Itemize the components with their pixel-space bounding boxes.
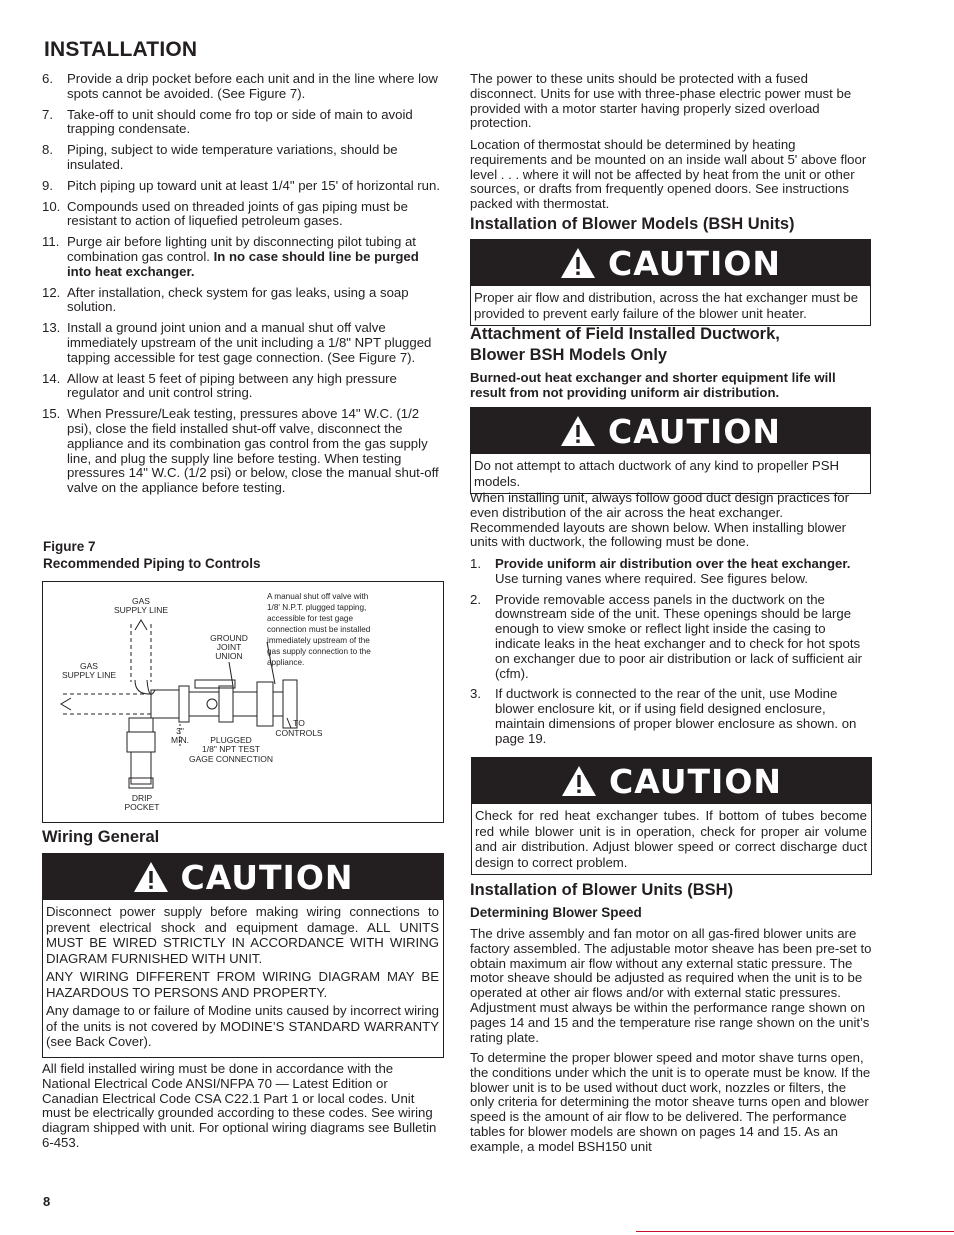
wiring-paragraph: All field installed wiring must be done in accordance with the National Electrical Code ANSI/NFPA 70 — Latest Edition or Canadian Electrical Code CSA C22.1 Part 1 or local codes. Unit must be electrically grounded according to these codes. See wiring diagram shipped with unit. For optional wiring diagrams see Bulletin 6-453. bbox=[42, 1061, 437, 1150]
min-label-2: MIN. bbox=[171, 735, 189, 745]
figure-caption bbox=[43, 539, 261, 572]
note-line-1: A manual shut off valve with bbox=[267, 592, 369, 601]
warning-icon bbox=[560, 247, 596, 279]
ductwork-heading bbox=[470, 324, 780, 366]
list-item: 6. Provide a drip pocket before each unit and in the line where low spots cannot be avoided. (See Figure 7). bbox=[42, 71, 438, 101]
to-controls-label-1: TO bbox=[293, 718, 305, 728]
caution-paragraph: ANY WIRING DIFFERENT FROM WIRING DIAGRAM MAY BE HAZARDOUS TO PERSONS AND PROPERTY. bbox=[46, 969, 439, 1000]
caution-band bbox=[471, 240, 870, 286]
list-item: 8. Piping, subject to wide temperature variations, should be insulated. bbox=[42, 142, 398, 172]
caution-band bbox=[43, 854, 443, 900]
power-paragraph: The power to these units should be protected with a fused disconnect. Units for use with three-phase electric power must be provided with a motor starter having properly sized overload protection. bbox=[470, 71, 852, 131]
ground-joint-label-3: UNION bbox=[215, 651, 243, 661]
plugged-label-3: GAGE CONNECTION bbox=[188, 754, 274, 764]
caution-box-tubes bbox=[471, 757, 872, 875]
installation-steps-list bbox=[42, 72, 444, 502]
to-controls-label-2: CONTROLS bbox=[275, 728, 323, 738]
caution-word: CAUTION bbox=[609, 761, 782, 801]
page-number: 8 bbox=[43, 1194, 51, 1209]
warning-icon bbox=[560, 415, 596, 447]
caution-paragraph: Any damage to or failure of Modine units caused by incorrect wiring of the units is not covered by MODINE’S STANDARD WARRANTY (see Back Cover). bbox=[46, 1003, 439, 1049]
ductwork-heading-line-1: Attachment of Field Installed Ductwork, bbox=[470, 325, 780, 343]
plugged-label-1: PLUGGED bbox=[210, 735, 252, 745]
list-item: 9. Pitch piping up toward unit at least 1/4" per 15' of horizontal run. bbox=[42, 177, 441, 193]
note-line-7: appliance. bbox=[267, 658, 305, 667]
figure-title: Recommended Piping to Controls bbox=[43, 556, 261, 571]
list-item: 2. Provide removable access panels in the ductwork on the downstream side of the unit. These openings should be large enough to view smoke or reflect light inside the casing to indicate leaks in the heat exchanger and to check for hot spots on exchanger due to poor air distribution or lack of sufficient air (cfm). bbox=[470, 591, 863, 681]
plugged-label-2: 1/8" NPT TEST bbox=[202, 744, 260, 754]
note-line-3: accessible for test gage bbox=[267, 614, 354, 623]
ductwork-warning: Burned-out heat exchanger and shorter equipment life will result from not providing uniform air distribution. bbox=[470, 370, 836, 400]
blower-units-heading: Installation of Blower Units (BSH) bbox=[470, 881, 734, 899]
caution-paragraph: Disconnect power supply before making wiring connections to prevent electrical shock and equipment damage. ALL UNITS MUST BE WIRED STRICTLY IN ACCORDANCE WITH WIRING DIAGRAM FURNISHED WITH UNIT. bbox=[46, 904, 439, 966]
note-line-2: 1/8' N.P.T. plugged tapping, bbox=[267, 603, 367, 612]
section-title: INSTALLATION bbox=[44, 38, 198, 61]
gas-supply-top-label-1: GAS bbox=[132, 596, 150, 606]
min-label-1: 3" bbox=[176, 726, 184, 736]
drip-pocket-label-2: POCKET bbox=[124, 802, 160, 812]
note-line-5: immediately upstream of the bbox=[267, 636, 370, 645]
warning-icon bbox=[561, 765, 597, 797]
ground-joint-label-1: GROUND bbox=[210, 633, 248, 643]
list-item: 1. Provide uniform air distribution over the heat exchanger. Use turning vanes where required. See figures below. bbox=[470, 556, 851, 586]
list-item: 7. Take-off to unit should come fro top or side of main to avoid trapping condensate. bbox=[42, 106, 413, 137]
footer-accent-line bbox=[636, 1231, 954, 1232]
ground-joint-label-2: JOINT bbox=[216, 642, 242, 652]
gas-supply-left-label-1: GAS bbox=[80, 661, 98, 671]
caution-body: Do not attempt to attach ductwork of any kind to propeller PSH models. bbox=[474, 458, 840, 489]
piping-figure bbox=[42, 581, 444, 823]
warning-icon bbox=[133, 861, 169, 893]
blower-speed-paragraph-2: To determine the proper blower speed and motor shave turns open, the conditions under which the unit is to operate must be know. If the blower unit is to be used without duct work, nozzles or filters, the only criteria for determining the motor sheave turns open and blower speed is the amount of air flow to be delivered. The performance tables for blower models are shown on pages 14 and 15. As an example, a model BSH150 unit bbox=[470, 1050, 871, 1154]
list-item: 15. When Pressure/Leak testing, pressures above 14" W.C. (1/2 psi), close the field installed shut-off valve, disconnect the appliance and its combination gas control from the gas supply line, and plug the supply line before testing. When testing pressures 14" W.C. (1/2 psi) or below, close the manual shut-off valve on the appliance before testing. bbox=[42, 406, 439, 496]
figure-label: Figure 7 bbox=[43, 539, 96, 554]
drip-pocket-label-1: DRIP bbox=[131, 793, 153, 803]
list-item: 14. Allow at least 5 feet of piping between any high pressure regulator and unit control string. bbox=[42, 370, 397, 401]
wiring-heading: Wiring General bbox=[42, 828, 160, 846]
note-line-6: gas supply connection to the bbox=[267, 647, 371, 656]
caution-body: Check for red heat exchanger tubes. If bottom of tubes become red while blower unit is in operation, check for proper air volume and air distribution. Adjust blower speed or correct discharge duct design to correct problem. bbox=[475, 808, 867, 870]
caution-word: CAUTION bbox=[180, 857, 354, 897]
piping-diagram bbox=[43, 582, 443, 822]
list-item: 11. Purge air before lighting unit by disconnecting pilot tubing at combination gas control. In no case should line be purged into heat exchanger. bbox=[42, 234, 419, 279]
caution-band bbox=[472, 758, 871, 804]
blower-speed-paragraph-1: The drive assembly and fan motor on all gas-fired blower units are factory assembled. The adjustable motor sheave has been pre-set to obtain maximum air flow without any external static pressure. The motor sheave should be adjusted as required when the unit is to be operated at other air flows and/or with external static pressures. Adjustment must always be within the performance range shown on pages 14 and 15 and the temperature rise range shown on the unit’s rating plate. bbox=[470, 926, 872, 1045]
caution-word: CAUTION bbox=[608, 411, 781, 451]
caution-box-wiring bbox=[42, 853, 444, 1058]
caution-box-ductwork bbox=[470, 407, 871, 494]
list-item: 12. After installation, check system for gas leaks, using a soap solution. bbox=[42, 284, 409, 315]
note-line-4: connection must be installed bbox=[267, 625, 371, 634]
thermostat-paragraph: Location of thermostat should be determined by heating requirements and be mounted on an inside wall about 5' above floor level . . . where it will not be affected by heat from the unit or other sources, or drafts from frequently opened doors. See instructions packed with thermostat. bbox=[470, 137, 867, 212]
caution-box-blower bbox=[470, 239, 871, 326]
caution-body: Proper air flow and distribution, across the hat exchanger must be provided to prevent early failure of the blower unit heater. bbox=[474, 290, 859, 321]
duct-steps-list bbox=[470, 557, 872, 753]
ductwork-heading-line-2: Blower BSH Models Only bbox=[470, 346, 668, 364]
list-item: 3. If ductwork is connected to the rear of the unit, use Modine blower enclosure kit, or if using field designed enclosure, maintain dimensions of proper blower enclosure as shown. on page 19. bbox=[470, 686, 857, 746]
caution-band bbox=[471, 408, 870, 454]
caution-word: CAUTION bbox=[608, 243, 781, 283]
blower-models-heading: Installation of Blower Models (BSH Units) bbox=[470, 215, 795, 233]
gas-supply-left-label-2: SUPPLY LINE bbox=[61, 670, 117, 680]
blower-speed-heading: Determining Blower Speed bbox=[470, 905, 642, 920]
list-item: 10. Compounds used on threaded joints of gas piping must be resistant to action of liquefied petroleum gases. bbox=[42, 198, 408, 229]
caution-body bbox=[43, 900, 443, 1057]
purge-warning: In no case should line be purged into heat exchanger. bbox=[67, 248, 419, 279]
list-item: 13. Install a ground joint union and a manual shut off valve immediately upstream of the unit including a 1/8" NPT plugged tapping accessible for test gage connection. (See Figure 7). bbox=[42, 320, 432, 365]
gas-supply-top-label-2: SUPPLY LINE bbox=[113, 605, 169, 615]
duct-design-paragraph: When installing unit, always follow good duct design practices for even distribution of the air across the heat exchanger. Recommended layouts are shown below. When installing blower units with ductwork, the following must be done. bbox=[470, 490, 849, 550]
